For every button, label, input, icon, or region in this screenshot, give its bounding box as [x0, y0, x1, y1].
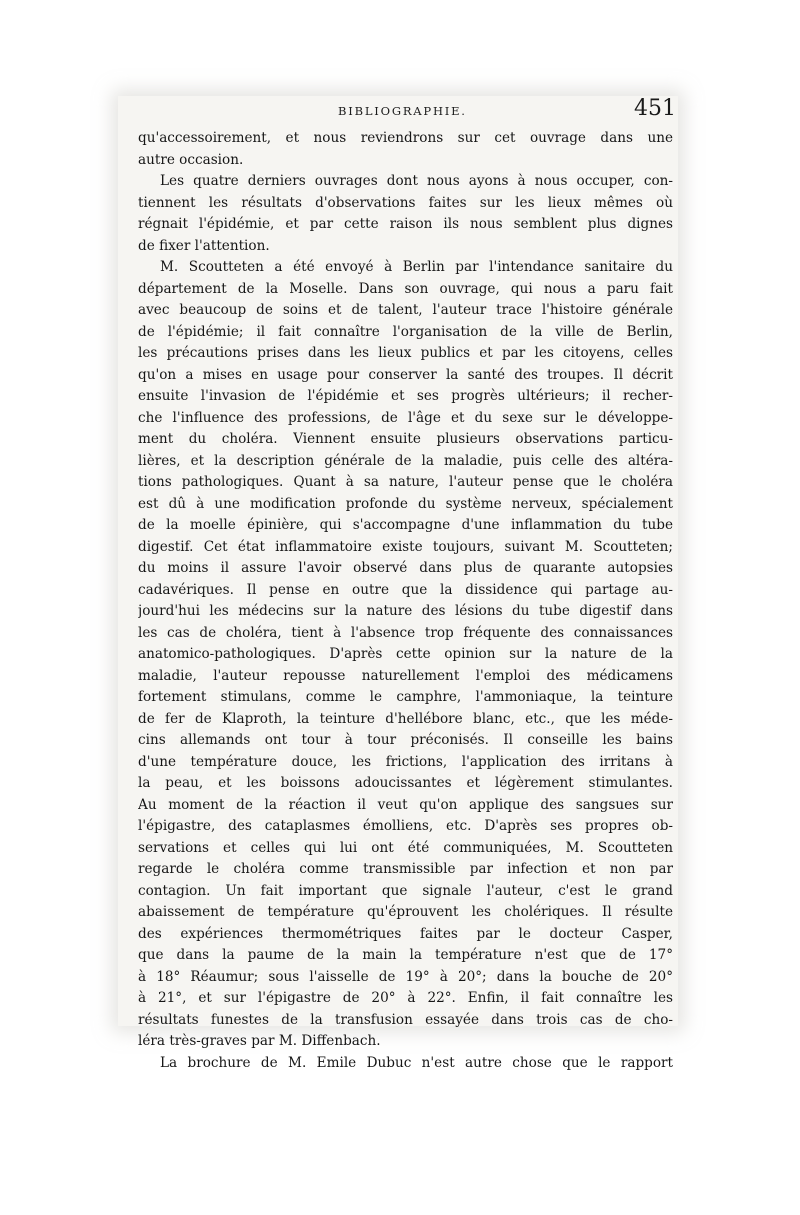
text-line: tions pathologiques. Quant à sa nature, l'auteur pense que le choléra	[138, 474, 673, 490]
text-line: tiennent les résultats d'observations faites sur les lieux mêmes où	[138, 194, 673, 211]
text-line: département de la Moselle. Dans son ouvrage, qui nous a paru fait	[138, 280, 673, 297]
text-line: à 18° Réaumur; sous l'aisselle de 19° à 20°; dans la bouche de 20°	[138, 968, 673, 985]
text-line: lières, et la description générale de la maladie, puis celle des altéra-	[138, 452, 673, 469]
text-line: jourd'hui les médecins sur la nature des lésions du tube digestif dans	[138, 603, 673, 619]
text-line: fortement stimulans, comme le camphre, l'ammoniaque, la teinture	[138, 689, 673, 705]
text-line: ment du choléra. Viennent ensuite plusieurs observations particu-	[138, 431, 673, 447]
running-head: BIBLIOGRAPHIE.	[338, 104, 467, 118]
text-line: cadavériques. Il pense en outre que la dissidence qui partage au-	[138, 581, 673, 598]
text-line: que dans la paume de la main la température n'est que de 17°	[138, 947, 673, 963]
text-line: de fixer l'attention.	[138, 237, 270, 254]
text-line: léra très-graves par M. Diffenbach.	[138, 1033, 381, 1049]
text-line: du moins il assure l'avoir observé dans plus de quarante autopsies	[138, 560, 673, 576]
text-line: Au moment de la réaction il veut qu'on applique des sangsues sur	[138, 796, 673, 813]
text-line: contagion. Un fait important que signale l'auteur, c'est le grand	[138, 882, 673, 899]
text-line: regarde le choléra comme transmissible par infection et non par	[138, 861, 673, 877]
text-line: est dû à une modification profonde du système nerveux, spécialement	[138, 495, 673, 512]
text-line: régnait l'épidémie, et par cette raison ils nous semblent plus dignes	[138, 216, 673, 232]
text-line: digestif. Cet état inflammatoire existe toujours, suivant M. Scoutteten;	[138, 538, 673, 555]
book-page	[118, 96, 678, 1071]
text-line: de la moelle épinière, qui s'accompagne d'une inflammation du tube	[138, 517, 673, 533]
text-line: de fer de Klaproth, la teinture d'hellébore blanc, etc., que les méde-	[138, 710, 673, 727]
text-line: cins allemands ont tour à tour préconisés. Il conseille les bains	[138, 732, 673, 748]
text-line: La brochure de M. Emile Dubuc n'est autre chose que le rapport	[160, 1054, 673, 1071]
text-line: che l'influence des professions, de l'âge et du sexe sur le développe-	[138, 409, 673, 426]
text-line: résultats funestes de la transfusion essayée dans trois cas de cho-	[138, 1011, 673, 1028]
page-number: 451	[634, 96, 676, 121]
text-line: anatomico-pathologiques. D'après cette opinion sur la nature de la	[138, 646, 673, 662]
text-line: Les quatre derniers ouvrages dont nous ayons à nous occuper, con-	[160, 173, 673, 189]
body-text	[138, 128, 673, 1074]
text-line: l'épigastre, des cataplasmes émolliens, etc. D'après ses propres ob-	[138, 818, 673, 834]
text-line: ensuite l'invasion de l'épidémie et ses progrès ultérieurs; il recher-	[138, 388, 673, 404]
text-line: maladie, l'auteur repousse naturellement l'emploi des médicamens	[138, 667, 673, 684]
text-line: d'une température douce, les frictions, l'application des irritans à	[138, 753, 673, 770]
text-line: avec beaucoup de soins et de talent, l'auteur trace l'histoire générale	[138, 302, 673, 318]
text-line: abaissement de température qu'éprouvent les cholériques. Il résulte	[138, 904, 673, 920]
text-line: de l'épidémie; il fait connaître l'organisation de la ville de Berlin,	[138, 323, 673, 340]
text-line: les précautions prises dans les lieux publics et par les citoyens, celles	[138, 345, 673, 361]
text-line: M. Scoutteten a été envoyé à Berlin par l'intendance sanitaire du	[160, 259, 673, 275]
text-line: servations et celles qui lui ont été communiquées, M. Scoutteten	[138, 839, 673, 856]
text-line: qu'on a mises en usage pour conserver la santé des troupes. Il décrit	[138, 366, 673, 383]
text-line: les cas de choléra, tient à l'absence trop fréquente des connaissances	[138, 624, 673, 641]
text-line: des expériences thermométriques faites par le docteur Casper,	[138, 925, 673, 942]
text-line: à 21°, et sur l'épigastre de 20° à 22°. Enfin, il fait connaître les	[138, 990, 673, 1006]
text-line: autre occasion.	[138, 151, 244, 168]
text-line: qu'accessoirement, et nous reviendrons sur cet ouvrage dans une	[138, 130, 673, 146]
text-line: la peau, et les boissons adoucissantes et légèrement stimulantes.	[138, 775, 673, 791]
